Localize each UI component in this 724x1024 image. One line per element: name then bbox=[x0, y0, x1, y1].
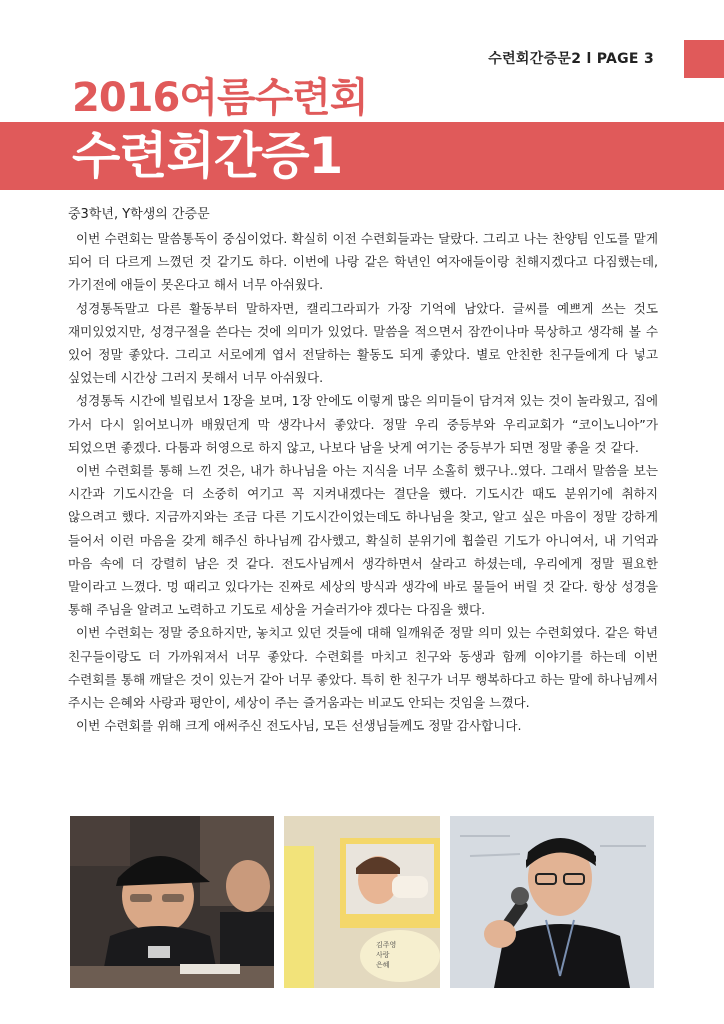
photo-student-in-cap bbox=[70, 816, 274, 988]
photo-student-microphone-image bbox=[450, 816, 654, 988]
page-header-label: 수련회간증문2 l PAGE 3 bbox=[488, 51, 654, 67]
poster-text-line: 사랑 bbox=[376, 951, 390, 959]
article-body bbox=[68, 204, 658, 737]
poster-text-line: 은혜 bbox=[376, 961, 390, 969]
photo-strip bbox=[70, 816, 654, 988]
photo-child-poster-image bbox=[284, 816, 440, 988]
photo-child-poster bbox=[284, 816, 440, 988]
poster-text bbox=[376, 940, 396, 970]
paragraph: 이번 수련회는 정말 중요하지만, 놓치고 있던 것들에 대해 일깨워준 정말 의미 있는 수련회였다. 같은 학년 친구들이랑도 더 가까워져서 너무 좋았다. 수련회를 마치고 친구와 동생과 함께 이야기를 하는데 이번 수련회를 통해 깨달은 것이 있는거 같아 너무 좋았다. 특히 한 친구가 너무 행복하다고 하는 말에 하나님께서 주시는 은혜와 사랑과 평안이, 세상이 주는 즐거움과는 비교도 안되는 것임을 느꼈다. bbox=[68, 625, 658, 711]
paragraph: 성경통독말고 다른 활동부터 말하자면, 캘리그라피가 가장 기억에 남았다. 글씨를 예쁘게 쓰는 것도 재미있었지만, 성경구절을 쓴다는 것에 의미가 있었다. 말씀을 적으면서 잠깐이나마 묵상하고 생각해 볼 수 있어 정말 좋았다. 그리고 서로에게 엽서 전달하는 활동도 되게 좋았다. 별로 안친한 친구들에게 다 넣고 싶었는데 시간상 그러지 못해서 너무 아쉬웠다. bbox=[68, 300, 658, 386]
photo-student-microphone bbox=[450, 816, 654, 988]
title-main: 수련회간증1 bbox=[72, 127, 343, 185]
article-subheading: 중3학년, Y학생의 간증문 bbox=[68, 207, 210, 222]
paragraph: 이번 수련회는 말씀통독이 중심이었다. 확실히 이전 수련회들과는 달랐다. 그리고 나는 찬양팀 인도를 맡게 되어 더 다르게 느꼈던 것 같기도 하다. 이번에 나랑 같은 학년인 여자애들이랑 친해지겠다고 다짐했는데, 가기전에 애들이 못온다고 해서 너무 아쉬웠다. bbox=[68, 231, 658, 293]
paragraph: 성경통독 시간에 빌립보서 1장을 보며, 1장 안에도 이렇게 많은 의미들이 담겨져 있는 것이 놀라웠고, 집에 가서 다시 읽어보니까 배웠던게 막 생각나서 좋았다. 정말 우리 중등부와 우리교회가 “코이노니아”가 되었으면 좋겠다. 다툼과 허영으로 하지 않고, 나보다 남을 낫게 여기는 중등부가 되면 정말 좋을 것 같다. bbox=[68, 393, 658, 455]
paragraph: 이번 수련회를 통해 느낀 것은, 내가 하나님을 아는 지식을 너무 소홀히 했구나..였다. 그래서 말씀을 보는 시간과 기도시간을 더 소중히 여기고 꼭 지켜내겠다는 결단을 했다. 기도시간 때도 분위기에 취하지 않으려고 했다. 지금까지와는 조금 다른 기도시간이었는데도 하나님을 찾고, 알고 싶은 마음이 정말 강하게 들어서 이런 마음을 갖게 해주신 하나님께 감사했고, 확실히 분위기에 휩쓸린 기도가 아니여서, 내 기억과 마음 속에 더 강렬히 남은 것 같다. 전도사님께서 생각하면서 살라고 하셨는데, 우리에게 정말 필요한 말이라고 느꼈다. 멍 때리고 있다가는 진짜로 세상의 방식과 생각에 바로 물들어 버릴 것 같다. 항상 성경을 통해 주님을 알려고 노력하고 기도로 세상을 거슬러가야 겠다는 다짐을 했다. bbox=[68, 463, 658, 618]
paragraph: 이번 수련회를 위해 크게 애써주신 전도사님, 모든 선생님들께도 정말 감사합니다. bbox=[76, 718, 522, 734]
title-event: 2016여름수련회 bbox=[72, 75, 368, 121]
corner-accent-block bbox=[684, 40, 724, 78]
photo-student-in-cap-image bbox=[70, 816, 274, 988]
poster-text-line: 김주영 bbox=[376, 941, 397, 949]
